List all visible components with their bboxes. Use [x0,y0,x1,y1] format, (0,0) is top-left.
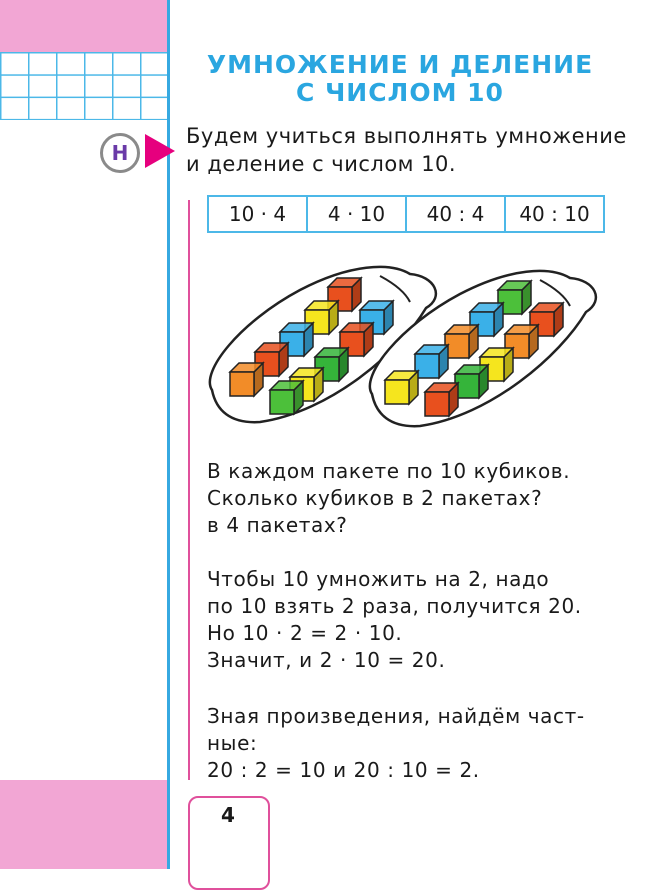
margin-pink-block-bottom [0,780,168,869]
badge-letter: Н [111,141,129,165]
content-rule [188,200,190,780]
paragraph-2-line-4: Значит, и 2 · 10 = 20. [207,648,446,672]
paragraph-3-line-1: Зная произведения, найдём част- [207,704,585,728]
paragraph-1-line-3: в 4 пакетах? [207,513,348,537]
intro-line-2: и деление с числом 10. [186,152,457,176]
pointer-arrow-icon [145,134,175,168]
cube [230,363,263,396]
cube [445,325,478,358]
paragraph-3-line-2: ные: [207,731,258,755]
paragraph-3-line-3: 20 : 2 = 10 и 20 : 10 = 2. [207,758,480,782]
page-title-line2: С ЧИСЛОМ 10 [296,78,504,107]
margin-divider-line [167,0,170,869]
margin-grid [0,52,168,120]
new-topic-badge [100,133,140,173]
expressions-table [207,195,605,233]
expression-cell: 40 : 4 [407,197,506,231]
page-title-line1: УМНОЖЕНИЕ И ДЕЛЕНИЕ [206,50,594,79]
paragraph-3 [207,703,585,784]
cube [455,365,488,398]
intro-line-1: Будем учиться выполнять умножение [186,124,627,148]
paragraph-1 [207,458,570,539]
margin-pink-block-top [0,0,168,52]
intro-text [186,122,627,178]
paragraph-2-line-2: по 10 взять 2 раза, получится 20. [207,594,582,618]
paragraph-2-line-3: Но 10 · 2 = 2 · 10. [207,621,403,645]
paragraph-2 [207,566,582,674]
paragraph-2-line-1: Чтобы 10 умножить на 2, надо [207,567,550,591]
paragraph-1-line-2: Сколько кубиков в 2 пакетах? [207,486,543,510]
expression-cell: 4 · 10 [308,197,407,231]
paragraph-1-line-1: В каждом пакете по 10 кубиков. [207,459,571,483]
cube-bags-illustration [200,262,620,442]
cube [415,345,448,378]
left-margin [0,0,168,869]
cube [270,381,303,414]
cube [385,371,418,404]
page-number: 4 [221,803,235,827]
cube [425,383,458,416]
expression-cell: 10 · 4 [209,197,308,231]
expression-cell: 40 : 10 [519,202,590,226]
